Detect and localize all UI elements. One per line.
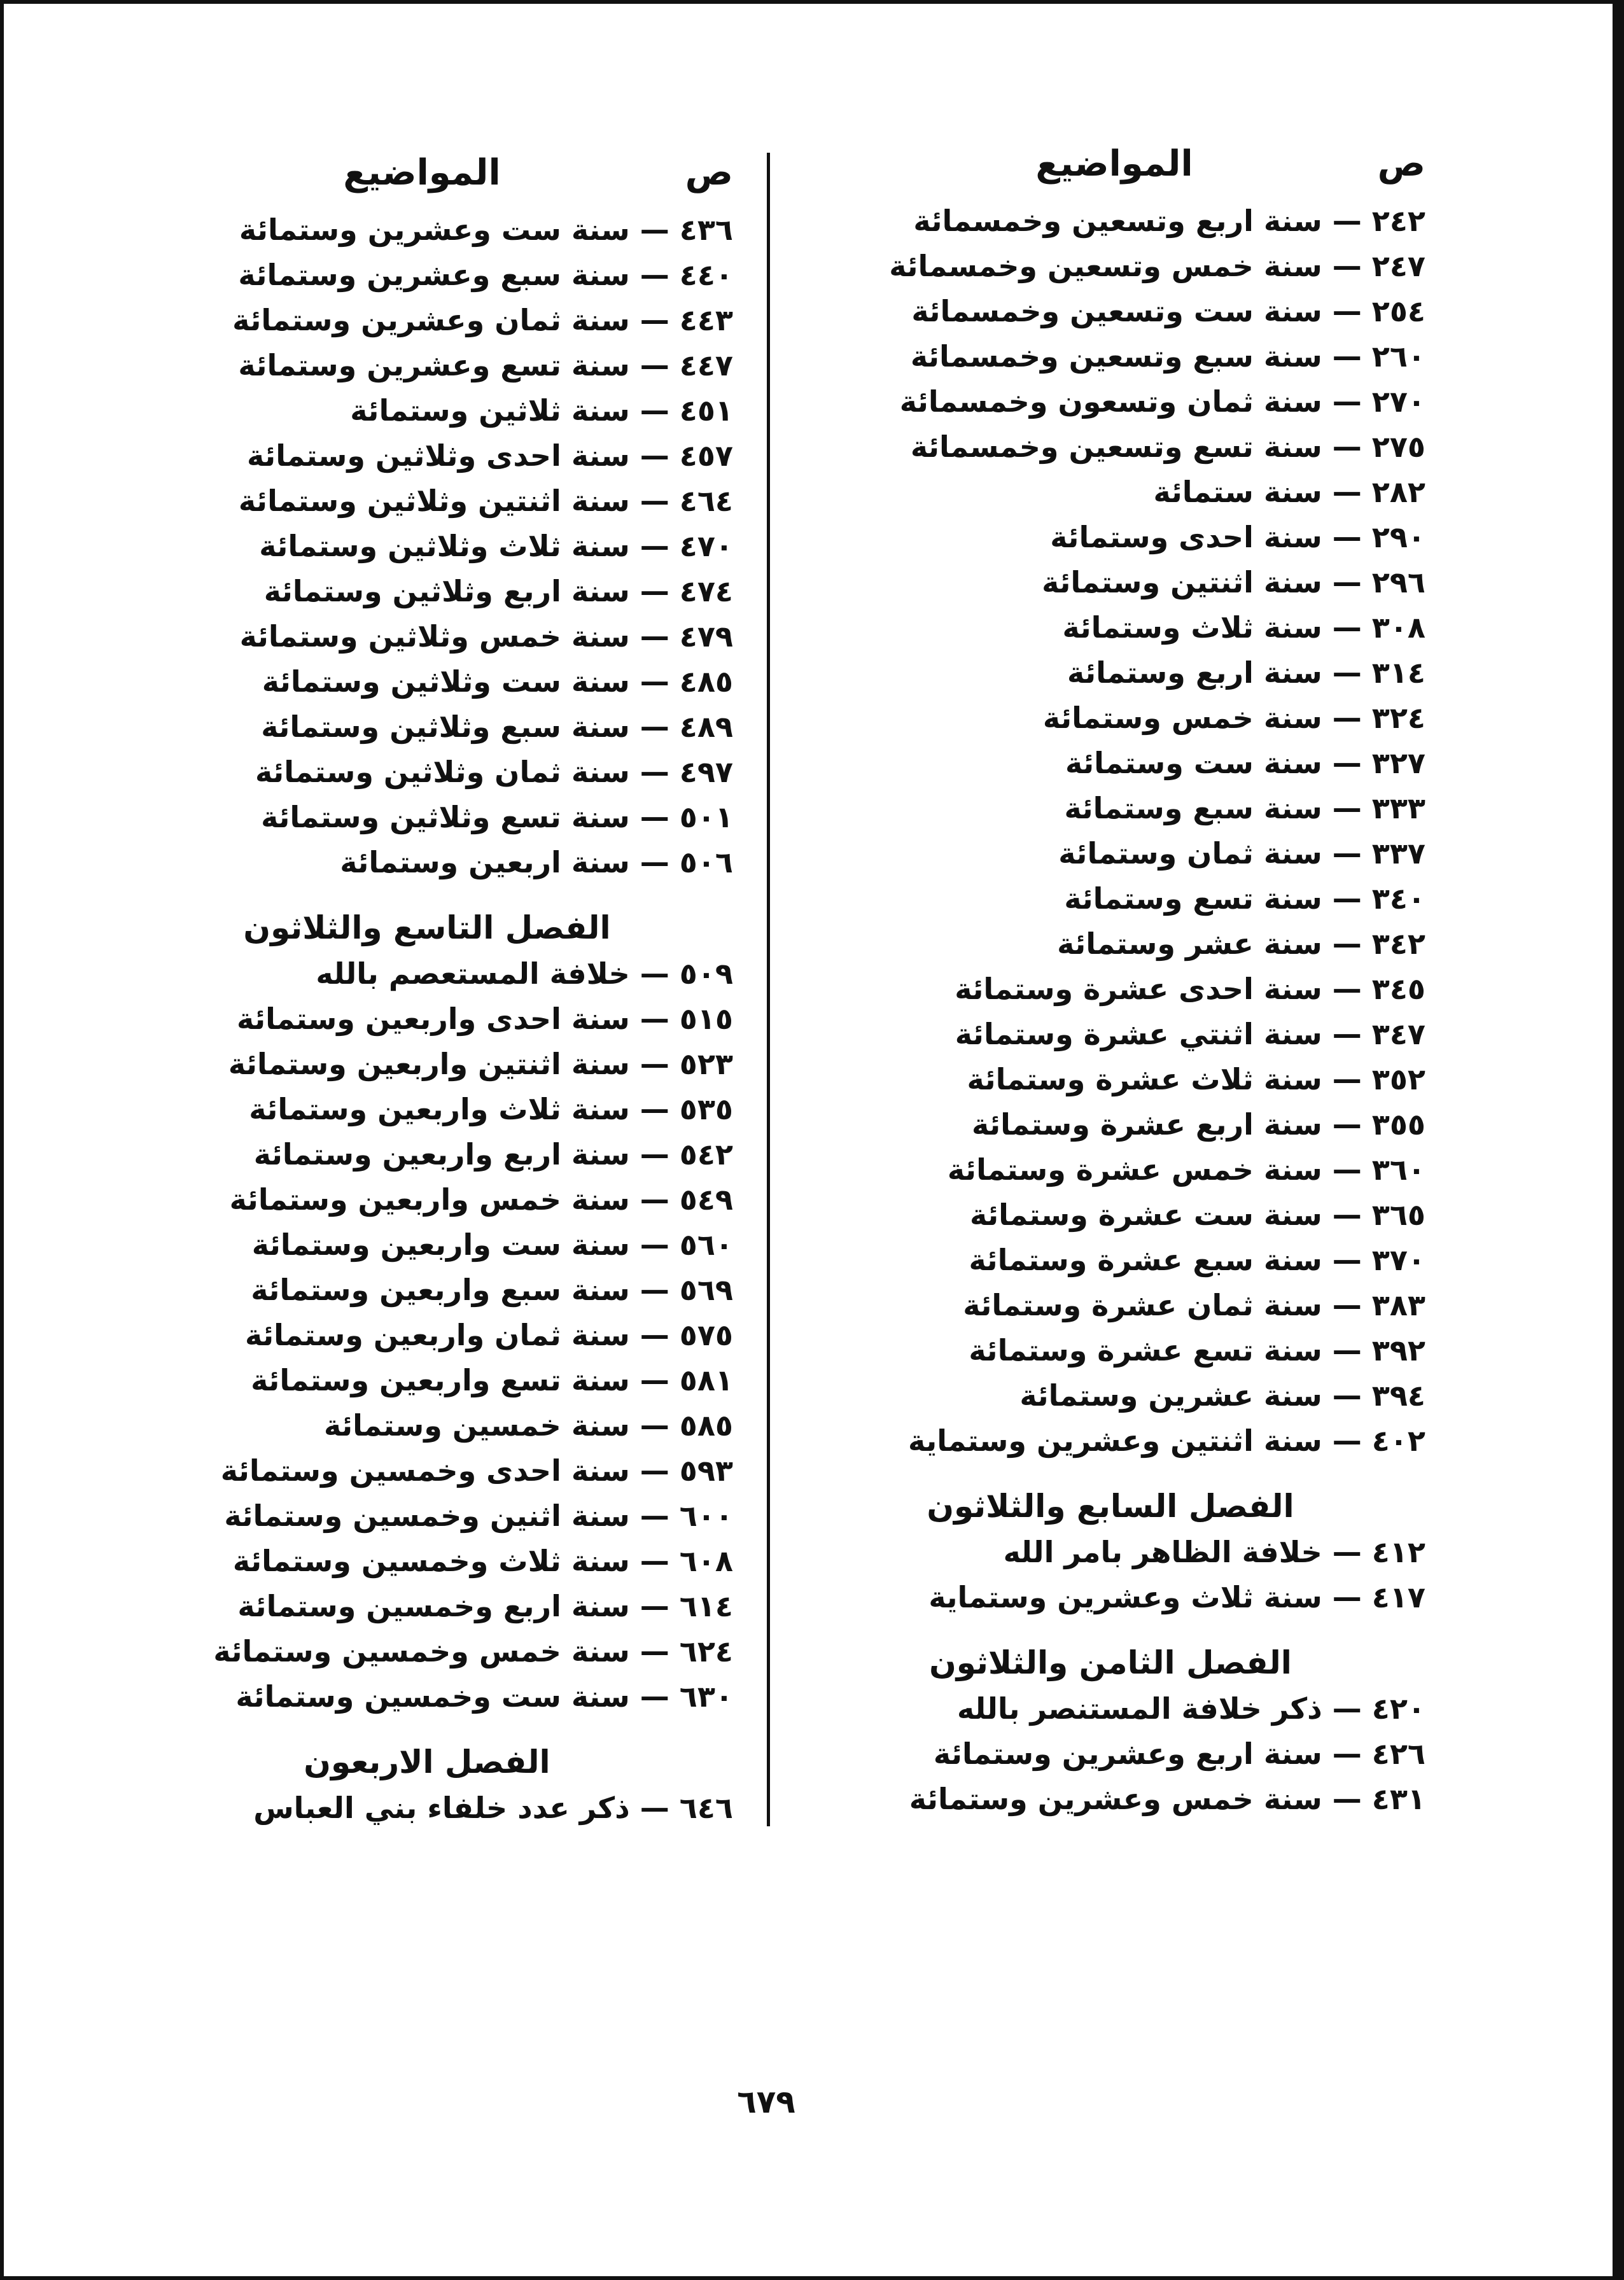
entry-page-number: ٤٤٣ <box>679 303 733 337</box>
entry-title: سنة اربع واربعين وستمائة <box>253 1137 630 1171</box>
toc-entry <box>795 199 1425 244</box>
entry-separator: — <box>640 393 669 428</box>
entry-page-number: ٤٨٥ <box>679 664 733 699</box>
toc-entry <box>121 1313 733 1358</box>
toc-entry <box>121 1493 733 1539</box>
toc-entry <box>795 1418 1425 1464</box>
toc-entry <box>121 479 733 524</box>
entry-title: ذكر خلافة المستنصر بالله <box>956 1691 1322 1726</box>
toc-entry <box>795 650 1425 696</box>
entry-separator: — <box>640 619 669 654</box>
entry-separator: — <box>1332 1333 1362 1367</box>
entry-page-number: ٤٩٧ <box>679 755 733 789</box>
entry-title: سنة اثنتين وستمائة <box>1042 565 1322 599</box>
toc-entry <box>121 1042 733 1087</box>
toc-entry <box>121 840 733 885</box>
topics-column-label: المواضيع <box>1035 143 1193 185</box>
toc-entry <box>795 1777 1425 1822</box>
entry-separator: — <box>640 438 669 473</box>
entry-page-number: ٥٩٣ <box>679 1453 733 1488</box>
entry-title: سنة ست وثلاثين وستمائة <box>262 664 630 699</box>
entry-separator: — <box>1332 204 1362 238</box>
entry-page-number: ٣٦٥ <box>1371 1198 1425 1232</box>
entry-separator: — <box>640 1002 669 1036</box>
entry-separator: — <box>1332 1378 1362 1413</box>
chapter-heading: الفصل الثامن والثلاثون <box>929 1644 1292 1681</box>
entry-page-number: ٤٣١ <box>1371 1782 1425 1816</box>
entry-title: سنة اربع وستمائة <box>1067 655 1322 690</box>
entry-page-number: ٤٦٤ <box>679 484 733 518</box>
entry-title: سنة احدى وستمائة <box>1050 520 1322 554</box>
entry-separator: — <box>1332 294 1362 328</box>
entry-separator: — <box>640 484 669 518</box>
toc-entry <box>795 1238 1425 1283</box>
toc-entry <box>795 334 1425 379</box>
entry-page-number: ٦٠٨ <box>679 1544 733 1578</box>
page-number: ٦٧٩ <box>737 2083 795 2120</box>
chapter-heading: الفصل الاربعون <box>304 1744 550 1780</box>
entry-title: سنة ثمان عشرة وستمائة <box>963 1288 1322 1322</box>
entry-page-number: ٤٥٧ <box>679 438 733 473</box>
toc-entry <box>795 1731 1425 1777</box>
entry-separator: — <box>1332 1107 1362 1142</box>
toc-entry <box>121 1177 733 1222</box>
entry-page-number: ٤١٧ <box>1371 1580 1425 1614</box>
entry-page-number: ٥٢٣ <box>679 1047 733 1081</box>
entry-separator: — <box>640 664 669 699</box>
entry-page-number: ٦١٤ <box>679 1589 733 1623</box>
toc-entry <box>795 515 1425 560</box>
entry-list <box>795 199 1425 1822</box>
entry-title: سنة خمس وتسعين وخمسمائة <box>889 249 1322 283</box>
entry-title: سنة عشر وستمائة <box>1057 927 1322 961</box>
entry-separator: — <box>1332 565 1362 599</box>
entry-separator: — <box>640 956 669 991</box>
entry-page-number: ٥٨١ <box>679 1363 733 1397</box>
entry-title: سنة ست عشرة وستمائة <box>969 1198 1322 1232</box>
entry-separator: — <box>640 1408 669 1443</box>
entry-title: سنة ستمائة <box>1153 475 1322 509</box>
entry-title: سنة خمس وعشرين وستمائة <box>909 1782 1322 1816</box>
entry-page-number: ٤٤٧ <box>679 348 733 382</box>
toc-entry <box>121 795 733 840</box>
entry-title: سنة ثمان وعشرين وستمائة <box>232 303 630 337</box>
column-header <box>795 141 1425 187</box>
toc-entry <box>121 1539 733 1584</box>
toc-entry <box>121 433 733 479</box>
toc-entry <box>121 388 733 433</box>
entry-page-number: ٣٣٧ <box>1371 836 1425 871</box>
entry-separator: — <box>640 1544 669 1578</box>
entry-page-number: ٢٧٥ <box>1371 430 1425 464</box>
entry-title: سنة اثنتين واربعين وستمائة <box>228 1047 630 1081</box>
toc-entry <box>121 1674 733 1719</box>
entry-separator: — <box>1332 927 1362 961</box>
entry-page-number: ٤٣٦ <box>679 213 733 247</box>
entry-page-number: ٣٦٠ <box>1371 1152 1425 1187</box>
entry-title: سنة خمس وستمائة <box>1042 701 1322 735</box>
entry-separator: — <box>640 710 669 744</box>
entry-page-number: ٥٦٩ <box>679 1273 733 1307</box>
entry-separator: — <box>640 213 669 247</box>
entry-title: سنة ست وتسعين وخمسمائة <box>911 294 1322 328</box>
entry-title: سنة ثلاث واربعين وستمائة <box>249 1092 630 1126</box>
entry-page-number: ٥٦٠ <box>679 1227 733 1262</box>
entry-title: سنة سبع وستمائة <box>1064 791 1322 825</box>
entry-title: سنة سبع وعشرين وستمائة <box>238 258 630 292</box>
entry-title: سنة ثلاث عشرة وستمائة <box>967 1062 1322 1096</box>
entry-separator: — <box>1332 746 1362 780</box>
entry-separator: — <box>640 574 669 608</box>
entry-page-number: ٥٤٩ <box>679 1182 733 1217</box>
toc-entry <box>121 1629 733 1674</box>
toc-entry <box>121 298 733 343</box>
toc-entry <box>795 696 1425 741</box>
entry-separator: — <box>640 1092 669 1126</box>
toc-entry <box>121 614 733 659</box>
toc-entry <box>795 560 1425 605</box>
entry-separator: — <box>640 1634 669 1668</box>
entry-separator: — <box>640 1679 669 1714</box>
entry-title: سنة تسع وستمائة <box>1064 881 1322 916</box>
entry-page-number: ٥١٥ <box>679 1002 733 1036</box>
toc-entry <box>121 997 733 1042</box>
toc-entry <box>121 704 733 750</box>
chapter-heading: الفصل السابع والثلاثون <box>927 1488 1294 1525</box>
entry-title: سنة تسع عشرة وستمائة <box>969 1333 1322 1367</box>
chapter-heading: الفصل التاسع والثلاثون <box>243 909 611 946</box>
toc-entry <box>795 289 1425 334</box>
toc-entry <box>121 1448 733 1493</box>
entry-page-number: ٣٩٤ <box>1371 1378 1425 1413</box>
entry-page-number: ٣٢٤ <box>1371 701 1425 735</box>
entry-separator: — <box>640 529 669 563</box>
entry-separator: — <box>640 303 669 337</box>
entry-page-number: ٢٦٠ <box>1371 339 1425 374</box>
entry-separator: — <box>1332 430 1362 464</box>
entry-title: سنة ثمان واربعين وستمائة <box>245 1318 630 1352</box>
entry-page-number: ٢٩٦ <box>1371 565 1425 599</box>
entry-page-number: ٤٢٠ <box>1371 1691 1425 1726</box>
entry-separator: — <box>1332 655 1362 690</box>
entry-title: سنة خمسين وستمائة <box>323 1408 630 1443</box>
left-column <box>121 150 733 1831</box>
entry-page-number: ٣٧٠ <box>1371 1243 1425 1277</box>
entry-title: سنة اثنتين وثلاثين وستمائة <box>238 484 630 518</box>
entry-list <box>121 207 733 1831</box>
entry-separator: — <box>1332 701 1362 735</box>
toc-entry <box>121 1358 733 1403</box>
toc-entry <box>121 1584 733 1629</box>
entry-separator: — <box>1332 520 1362 554</box>
toc-entry <box>795 1373 1425 1418</box>
entry-page-number: ٣٤٧ <box>1371 1017 1425 1051</box>
entry-page-number: ٥٨٥ <box>679 1408 733 1443</box>
entry-page-number: ٥٣٥ <box>679 1092 733 1126</box>
entry-page-number: ٦٠٠ <box>679 1499 733 1533</box>
entry-separator: — <box>640 1047 669 1081</box>
toc-entry <box>121 253 733 298</box>
entry-title: سنة اربع عشرة وستمائة <box>971 1107 1322 1142</box>
toc-entry <box>795 1686 1425 1731</box>
entry-page-number: ٤٥١ <box>679 393 733 428</box>
toc-entry <box>795 1012 1425 1057</box>
entry-separator: — <box>640 1318 669 1352</box>
toc-entry <box>121 343 733 388</box>
entry-title: سنة اربع وثلاثين وستمائة <box>263 574 630 608</box>
entry-title: سنة ثلاثين وستمائة <box>350 393 630 428</box>
entry-separator: — <box>1332 1691 1362 1726</box>
entry-page-number: ٤٧٩ <box>679 619 733 654</box>
toc-entry <box>795 1102 1425 1147</box>
toc-entry <box>795 424 1425 470</box>
entry-title: سنة خمس وخمسين وستمائة <box>213 1634 630 1668</box>
toc-entry <box>795 831 1425 876</box>
entry-page-number: ٥٤٢ <box>679 1137 733 1171</box>
toc-entry <box>795 921 1425 967</box>
entry-separator: — <box>640 1453 669 1488</box>
entry-page-number: ٤٧٤ <box>679 574 733 608</box>
page-column-label: ص <box>1377 143 1425 185</box>
toc-entry <box>795 1530 1425 1575</box>
entry-separator: — <box>1332 1198 1362 1232</box>
entry-page-number: ٤٨٩ <box>679 710 733 744</box>
entry-separator: — <box>640 258 669 292</box>
entry-title: سنة احدى وثلاثين وستمائة <box>247 438 630 473</box>
entry-title: ذكر عدد خلفاء بني العباس <box>253 1791 630 1825</box>
toc-entry <box>795 1283 1425 1328</box>
entry-title: سنة ثلاث وعشرين وستماية <box>928 1580 1322 1614</box>
entry-title: سنة اثنتين وعشرين وستماية <box>908 1423 1322 1458</box>
entry-separator: — <box>1332 384 1362 419</box>
entry-page-number: ٤٧٠ <box>679 529 733 563</box>
entry-page-number: ٢٩٠ <box>1371 520 1425 554</box>
toc-entry <box>795 741 1425 786</box>
toc-entry <box>121 1087 733 1132</box>
entry-page-number: ٥٠٦ <box>679 845 733 879</box>
entry-title: سنة تسع وثلاثين وستمائة <box>261 800 630 834</box>
toc-entry <box>121 1132 733 1177</box>
entry-title: سنة خمس واربعين وستمائة <box>229 1182 630 1217</box>
right-column <box>795 141 1425 1822</box>
entry-title: سنة ثلاث وستمائة <box>1062 610 1322 645</box>
entry-page-number: ٤٤٠ <box>679 258 733 292</box>
entry-page-number: ٥٧٥ <box>679 1318 733 1352</box>
column-divider <box>767 153 770 1826</box>
entry-separator: — <box>640 348 669 382</box>
entry-page-number: ٤٠٢ <box>1371 1423 1425 1458</box>
entry-title: سنة خمس وثلاثين وستمائة <box>239 619 630 654</box>
toc-entry <box>795 470 1425 515</box>
entry-page-number: ٣٨٣ <box>1371 1288 1425 1322</box>
entry-title: سنة احدى واربعين وستمائة <box>237 1002 630 1036</box>
entry-page-number: ٦٣٠ <box>679 1679 733 1714</box>
entry-page-number: ٢٨٢ <box>1371 475 1425 509</box>
entry-separator: — <box>640 1182 669 1217</box>
entry-page-number: ٢٧٠ <box>1371 384 1425 419</box>
entry-separator: — <box>1332 791 1362 825</box>
entry-separator: — <box>640 845 669 879</box>
toc-entry <box>795 1192 1425 1238</box>
toc-entry <box>795 786 1425 831</box>
entry-separator: — <box>640 1499 669 1533</box>
entry-separator: — <box>1332 1580 1362 1614</box>
entry-separator: — <box>640 1227 669 1262</box>
entry-page-number: ٣٤٥ <box>1371 972 1425 1006</box>
toc-entry <box>121 207 733 253</box>
entry-title: سنة اثنتي عشرة وستمائة <box>955 1017 1322 1051</box>
entry-title: سنة تسع واربعين وستمائة <box>251 1363 630 1397</box>
entry-page-number: ٤٢٦ <box>1371 1737 1425 1771</box>
entry-title: سنة ست واربعين وستمائة <box>251 1227 630 1262</box>
entry-separator: — <box>1332 1535 1362 1569</box>
entry-page-number: ٣٢٧ <box>1371 746 1425 780</box>
entry-page-number: ٤١٢ <box>1371 1535 1425 1569</box>
toc-entry <box>121 1786 733 1831</box>
entry-separator: — <box>1332 1243 1362 1277</box>
entry-separator: — <box>1332 339 1362 374</box>
entry-title: سنة ثمان وثلاثين وستمائة <box>255 755 630 789</box>
entry-separator: — <box>1332 475 1362 509</box>
entry-title: خلافة الظاهر بامر الله <box>1003 1535 1322 1569</box>
entry-title: سنة احدى عشرة وستمائة <box>955 972 1322 1006</box>
entry-title: سنة سبع وثلاثين وستمائة <box>261 710 630 744</box>
entry-separator: — <box>640 1273 669 1307</box>
entry-title: خلافة المستعصم بالله <box>316 956 630 991</box>
entry-page-number: ٣٥٥ <box>1371 1107 1425 1142</box>
entry-separator: — <box>640 800 669 834</box>
toc-entry <box>121 524 733 569</box>
entry-title: سنة سبع واربعين وستمائة <box>251 1273 630 1307</box>
entry-page-number: ٦٢٤ <box>679 1634 733 1668</box>
toc-entry <box>795 876 1425 921</box>
entry-separator: — <box>640 755 669 789</box>
entry-separator: — <box>1332 881 1362 916</box>
entry-title: سنة خمس عشرة وستمائة <box>947 1152 1322 1187</box>
entry-page-number: ٣٥٢ <box>1371 1062 1425 1096</box>
entry-separator: — <box>1332 972 1362 1006</box>
entry-title: سنة اربع وخمسين وستمائة <box>237 1589 630 1623</box>
entry-page-number: ٢٤٧ <box>1371 249 1425 283</box>
entry-title: سنة ثمان وستمائة <box>1058 836 1322 871</box>
entry-separator: — <box>1332 1017 1362 1051</box>
entry-title: سنة احدى وخمسين وستمائة <box>220 1453 630 1488</box>
toc-entry <box>121 569 733 614</box>
entry-separator: — <box>640 1137 669 1171</box>
entry-title: سنة ست وخمسين وستمائة <box>235 1679 630 1714</box>
entry-title: سنة ثلاث وثلاثين وستمائة <box>259 529 630 563</box>
entry-title: سنة اربع وعشرين وستمائة <box>933 1737 1322 1771</box>
toc-entry <box>121 1268 733 1313</box>
entry-page-number: ٥٠١ <box>679 800 733 834</box>
entry-title: سنة تسع وتسعين وخمسمائة <box>910 430 1322 464</box>
entry-title: سنة ست وعشرين وستمائة <box>239 213 630 247</box>
entry-separator: — <box>1332 836 1362 871</box>
entry-separator: — <box>1332 1782 1362 1816</box>
entry-page-number: ٢٥٤ <box>1371 294 1425 328</box>
entry-title: سنة ثمان وتسعون وخمسمائة <box>899 384 1322 419</box>
toc-entry <box>795 605 1425 650</box>
entry-title: سنة تسع وعشرين وستمائة <box>238 348 630 382</box>
entry-separator: — <box>1332 610 1362 645</box>
toc-entry <box>795 967 1425 1012</box>
entry-page-number: ٣٠٨ <box>1371 610 1425 645</box>
entry-separator: — <box>640 1363 669 1397</box>
entry-separator: — <box>640 1791 669 1825</box>
entry-title: سنة عشرين وستمائة <box>1019 1378 1322 1413</box>
entry-title: سنة سبع عشرة وستمائة <box>969 1243 1322 1277</box>
entry-title: سنة اثنين وخمسين وستمائة <box>224 1499 630 1533</box>
entry-page-number: ٣٩٢ <box>1371 1333 1425 1367</box>
toc-entry <box>795 1575 1425 1620</box>
entry-page-number: ٣٤٠ <box>1371 881 1425 916</box>
entry-separator: — <box>1332 1423 1362 1458</box>
toc-entry <box>795 1328 1425 1373</box>
topics-column-label: المواضيع <box>343 152 501 193</box>
entry-page-number: ٦٤٦ <box>679 1791 733 1825</box>
entry-page-number: ٣٤٢ <box>1371 927 1425 961</box>
toc-entry <box>121 750 733 795</box>
entry-separator: — <box>1332 1288 1362 1322</box>
entry-separator: — <box>1332 1152 1362 1187</box>
toc-entry <box>795 379 1425 424</box>
entry-title: سنة اربعين وستمائة <box>340 845 630 879</box>
toc-entry <box>121 951 733 997</box>
entry-page-number: ٥٠٩ <box>679 956 733 991</box>
page-column-label: ص <box>685 152 733 193</box>
entry-separator: — <box>1332 1737 1362 1771</box>
entry-separator: — <box>640 1589 669 1623</box>
entry-title: سنة سبع وتسعين وخمسمائة <box>910 339 1322 374</box>
toc-entry <box>121 1403 733 1448</box>
toc-entry <box>795 1147 1425 1192</box>
entry-title: سنة ثلاث وخمسين وستمائة <box>232 1544 630 1578</box>
entry-page-number: ٣١٤ <box>1371 655 1425 690</box>
entry-title: سنة ست وستمائة <box>1065 746 1322 780</box>
entry-separator: — <box>1332 249 1362 283</box>
column-header <box>121 150 733 196</box>
toc-entry <box>795 1057 1425 1102</box>
entry-separator: — <box>1332 1062 1362 1096</box>
toc-entry <box>121 659 733 704</box>
entry-title: سنة اربع وتسعين وخمسمائة <box>913 204 1322 238</box>
entry-page-number: ٢٤٢ <box>1371 204 1425 238</box>
entry-page-number: ٣٣٣ <box>1371 791 1425 825</box>
toc-entry <box>795 244 1425 289</box>
toc-entry <box>121 1222 733 1268</box>
